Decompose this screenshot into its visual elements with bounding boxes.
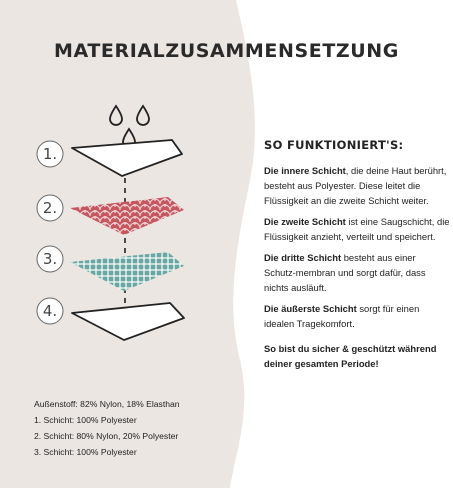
layer-1-shape (72, 140, 182, 176)
water-drop-icon (137, 106, 149, 125)
layer-4-shape (72, 303, 184, 340)
closing-statement: So bist du sicher & geschützt während deiner gesamten Periode! (264, 343, 437, 369)
layer-description: Die dritte Schicht besteht aus einer Schutz-membran und sorgt dafür, dass nichts ausläuft. (264, 252, 426, 293)
svg-text:1.: 1. (42, 145, 58, 163)
layer-3-shape (70, 252, 184, 291)
composition-line: 1. Schicht: 100% Polyester (34, 415, 137, 425)
layer-2-shape (70, 197, 184, 235)
how-it-works-heading: SO FUNKTIONIERT'S: (264, 138, 404, 152)
layer-number-2 (37, 195, 63, 221)
layer-number-3 (37, 246, 63, 272)
svg-text:4.: 4. (42, 302, 58, 320)
layer-number-4 (37, 298, 63, 324)
svg-text:3.: 3. (42, 250, 58, 268)
composition-line: 3. Schicht: 100% Polyester (34, 447, 137, 457)
water-drop-icon (110, 106, 122, 125)
page-title: MATERIALZUSAMMENSETZUNG (53, 40, 399, 62)
layer-description: Die innere Schicht, die deine Haut berührt, besteht aus Polyester. Diese leitet die Flüssigkeit an die zweite Schicht weiter. (264, 165, 447, 206)
layer-description: Die zweite Schicht ist eine Saugschicht, die Flüssigkeit anzieht, verteilt und speichert. (264, 216, 450, 242)
svg-text:2.: 2. (42, 199, 58, 217)
composition-line: 2. Schicht: 80% Nylon, 20% Polyester (34, 431, 179, 441)
layer-description: Die äußerste Schicht sorgt für einen idealen Tragekomfort. (264, 303, 420, 329)
layer-number-1 (37, 141, 63, 167)
how-it-works-section (264, 138, 450, 377)
composition-line: Außenstoff: 82% Nylon, 18% Elasthan (34, 399, 180, 409)
material-composition (34, 396, 254, 460)
